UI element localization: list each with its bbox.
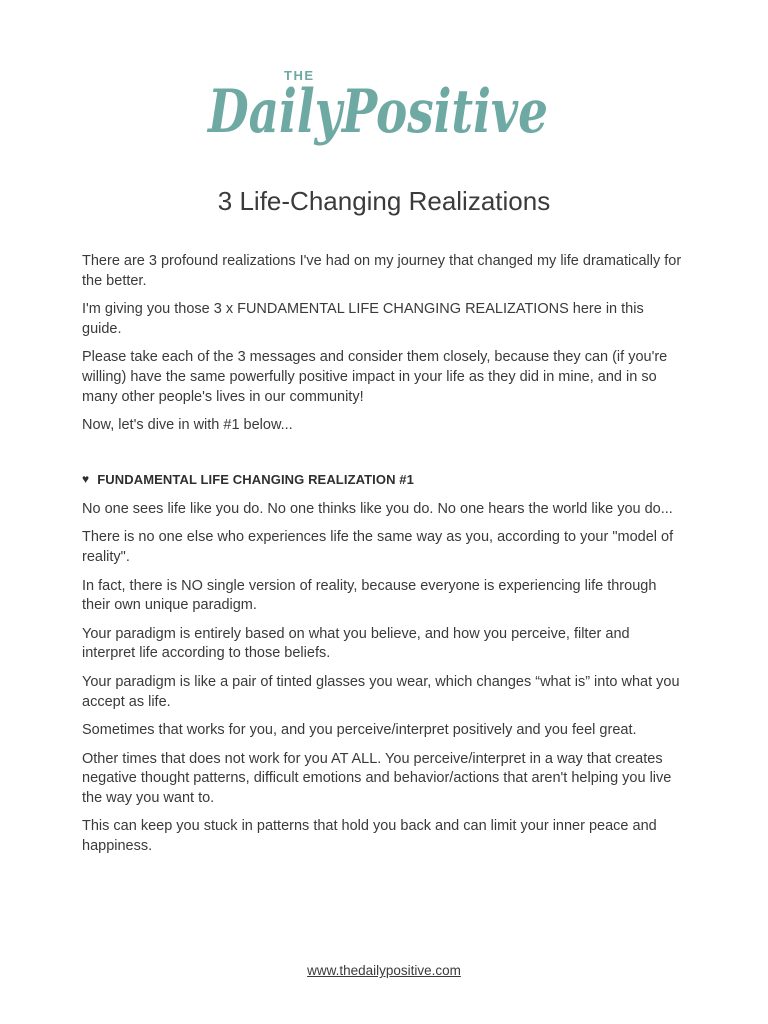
website-link[interactable]: www.thedailypositive.com bbox=[307, 963, 461, 978]
intro-paragraph: I'm giving you those 3 x FUNDAMENTAL LIFE CHANGING REALIZATIONS here in this guide. bbox=[82, 301, 644, 337]
logo bbox=[206, 52, 552, 160]
section-paragraph: In fact, there is NO single version of reality, because everyone is experiencing life through their own unique paradigm. bbox=[82, 577, 657, 614]
intro-paragraph: Please take each of the 3 messages and consider them closely, because they can (if you're willing) have the same powerfully positive impact in your life as they did in mine, and in so many other people's lives in our community! bbox=[82, 349, 668, 405]
document-body bbox=[82, 252, 682, 866]
section-paragraph: Your paradigm is like a pair of tinted glasses you wear, which changes “what is” into what you accept as life. bbox=[82, 673, 680, 710]
logo-small-text: THE bbox=[284, 68, 315, 83]
section-heading-text: FUNDAMENTAL LIFE CHANGING REALIZATION #1 bbox=[97, 471, 414, 487]
heart-icon: ♥ bbox=[82, 472, 90, 487]
section-paragraph: There is no one else who experiences life the same way as you, according to your "model of reality". bbox=[82, 529, 674, 565]
page-title: 3 Life-Changing Realizations bbox=[217, 186, 551, 216]
intro-paragraph: There are 3 profound realizations I've had on my journey that changed my life dramatically for the better. bbox=[82, 253, 682, 289]
section-paragraph: This can keep you stuck in patterns that hold you back and can limit your inner peace and happiness. bbox=[82, 818, 657, 855]
footer bbox=[0, 963, 768, 978]
section-heading bbox=[82, 472, 682, 487]
section-paragraph: Your paradigm is entirely based on what you believe, and how you perceive, filter and interpret life according to those beliefs. bbox=[82, 625, 630, 662]
section-paragraph: No one sees life like you do. No one thinks like you do. No one hears the world like you do... bbox=[82, 500, 673, 517]
intro-paragraph: Now, let's dive in with #1 below... bbox=[82, 417, 293, 434]
section-paragraph: Other times that does not work for you AT ALL. You perceive/interpret in a way that creates negative thought patterns, difficult emotions and behavior/actions that aren't helping you live the way you want to. bbox=[82, 750, 672, 806]
logo-main-text: DailyPositive bbox=[206, 77, 549, 147]
section-paragraph: Sometimes that works for you, and you perceive/interpret positively and you feel great. bbox=[82, 722, 637, 739]
logo-image bbox=[206, 52, 552, 160]
